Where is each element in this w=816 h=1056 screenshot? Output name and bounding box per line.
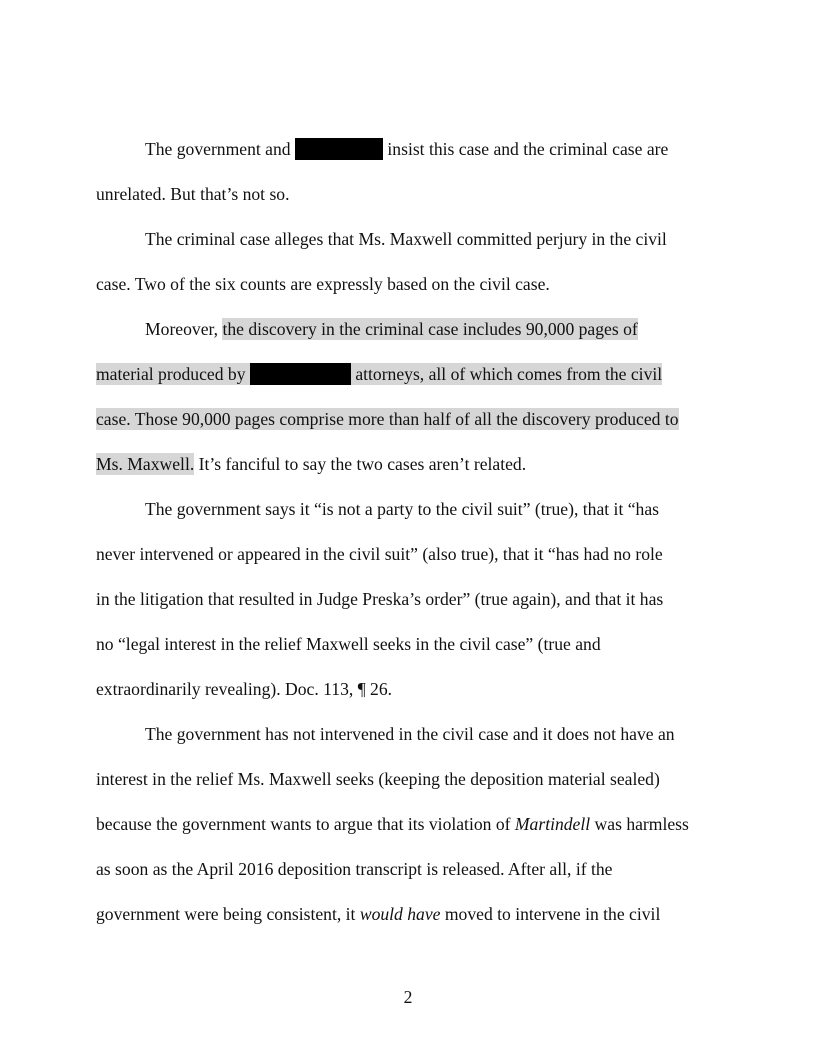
redaction-block xyxy=(250,363,351,385)
text-line xyxy=(96,902,660,926)
text-segment: Moreover, xyxy=(145,319,223,339)
text-line xyxy=(145,137,668,161)
text-line: in the litigation that resulted in Judge Preska’s order” (true again), and that it has xyxy=(96,589,664,609)
text-segment: because the government wants to argue that its violation of xyxy=(96,814,515,834)
text-line: no “legal interest in the relief Maxwell seeks in the civil case” (true and xyxy=(96,634,601,654)
text-line: interest in the relief Ms. Maxwell seeks (keeping the deposition material sealed) xyxy=(96,769,660,789)
text-line: The criminal case alleges that Ms. Maxwell committed perjury in the civil xyxy=(145,229,667,249)
redaction-block xyxy=(295,138,383,160)
italic-emphasis: would have xyxy=(359,904,441,924)
highlighted-text xyxy=(96,363,662,385)
highlighted-text: the discovery in the criminal case includes 90,000 pages of xyxy=(222,319,638,339)
highlighted-text: Ms. Maxwell. xyxy=(96,454,195,474)
text-line: as soon as the April 2016 deposition transcript is released. After all, if the xyxy=(96,859,613,879)
text-segment: insist this case and the criminal case are xyxy=(387,139,669,159)
text-segment: material produced by xyxy=(96,364,246,384)
text-line: never intervened or appeared in the civil suit” (also true), that it “has had no role xyxy=(96,544,663,564)
text-segment: It’s fanciful to say the two cases aren’t related. xyxy=(194,454,527,474)
text-line xyxy=(96,812,689,836)
text-line: The government says it “is not a party to the civil suit” (true), that it “has xyxy=(145,499,659,519)
text-line xyxy=(96,407,679,431)
text-line: extraordinarily revealing). Doc. 113, ¶ 26. xyxy=(96,679,393,699)
text-segment: attorneys, all of which comes from the civil xyxy=(355,364,663,384)
text-line xyxy=(145,317,638,341)
text-line: unrelated. But that’s not so. xyxy=(96,184,290,204)
text-segment: moved to intervene in the civil xyxy=(440,904,661,924)
text-segment: The government and xyxy=(145,139,291,159)
text-line xyxy=(96,452,526,476)
italic-case-name: Martindell xyxy=(514,814,591,834)
text-segment: was harmless xyxy=(590,814,689,834)
page-number: 2 xyxy=(403,987,413,1007)
text-segment: government were being consistent, it xyxy=(96,904,360,924)
highlighted-text: case. Those 90,000 pages comprise more than half of all the discovery produced to xyxy=(96,409,679,429)
text-line: case. Two of the six counts are expressly based on the civil case. xyxy=(96,274,550,294)
text-line: The government has not intervened in the civil case and it does not have an xyxy=(145,724,675,744)
text-line xyxy=(96,362,662,386)
